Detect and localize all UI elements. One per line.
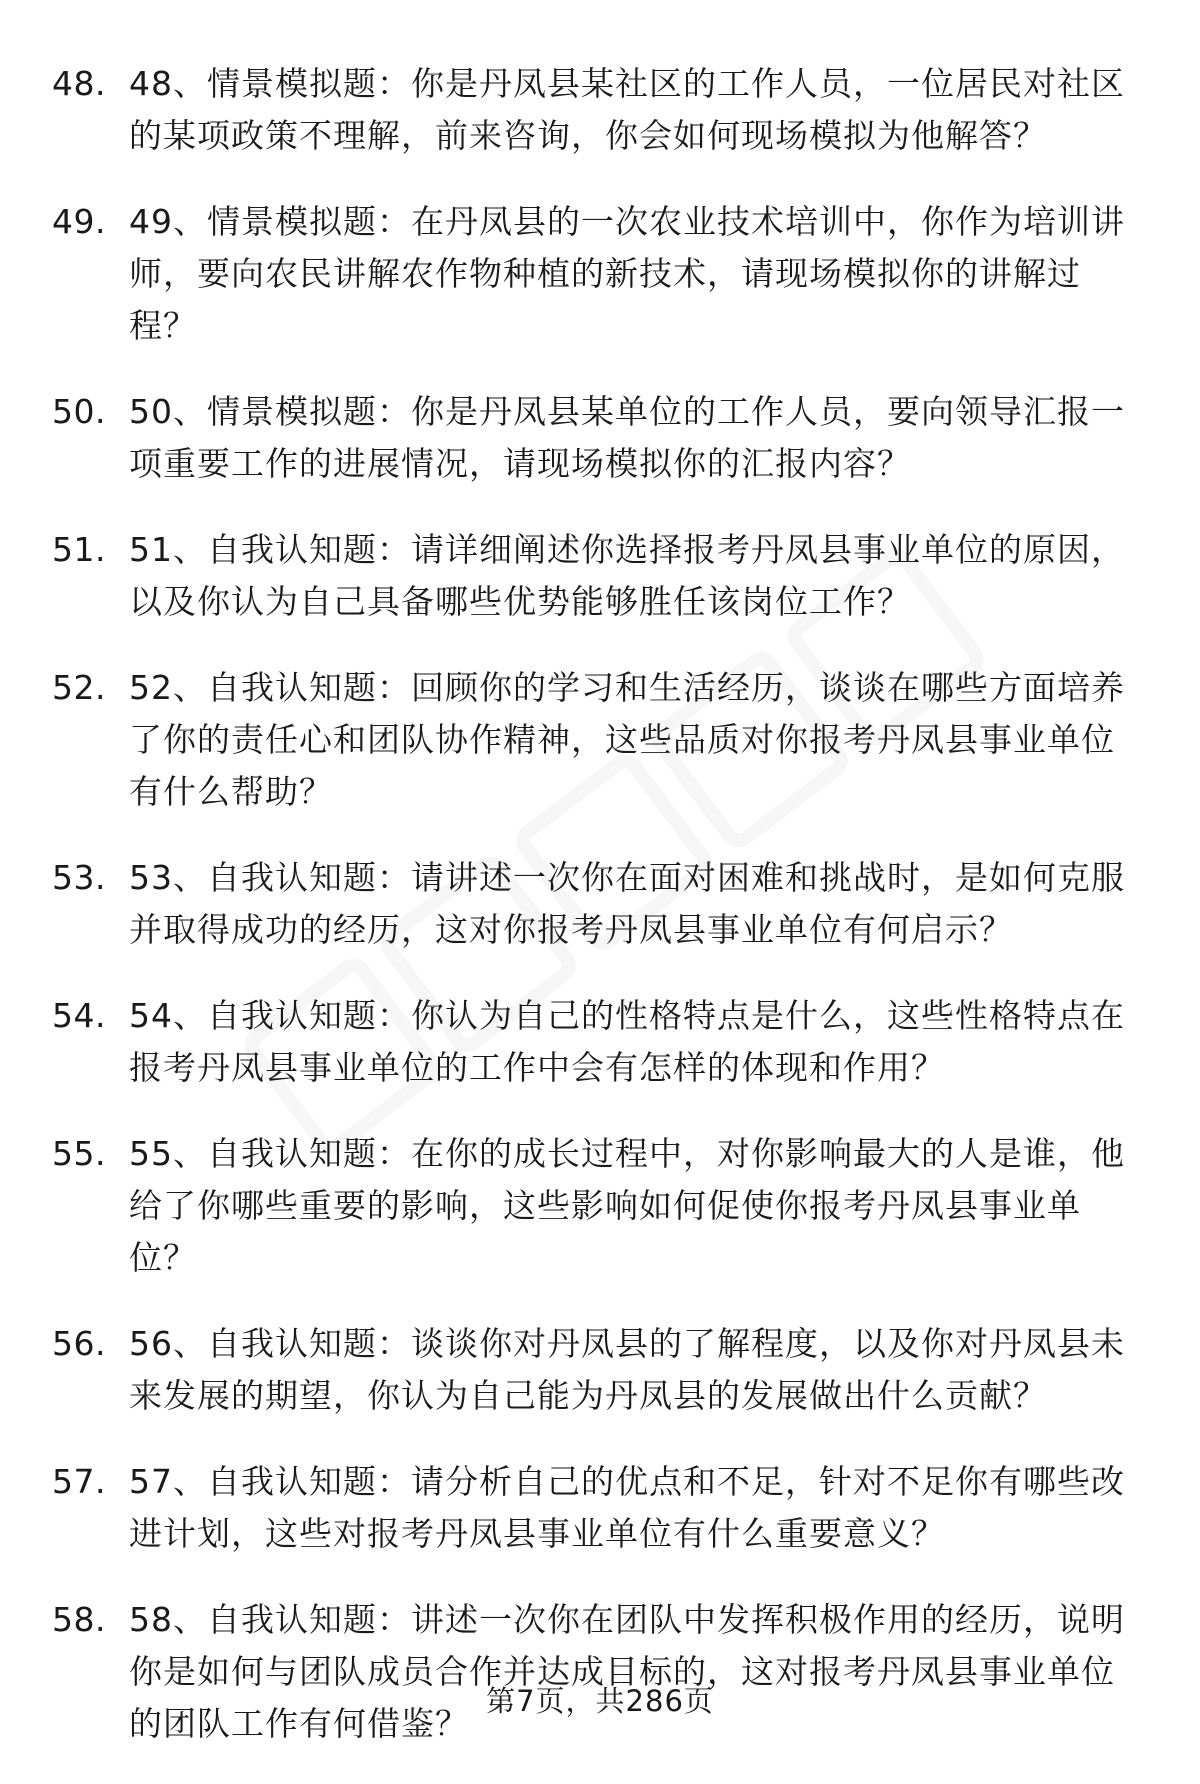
question-item (52, 852, 1147, 956)
question-item (52, 58, 1147, 162)
question-text: 54、自我认知题：你认为自己的性格特点是什么，这些性格特点在报考丹凤县事业单位的工作中会有怎样的体现和作用？ (129, 996, 1125, 1087)
question-text: 57、自我认知题：请分析自己的优点和不足，针对不足你有哪些改进计划，这些对报考丹凤县事业单位有什么重要意义？ (129, 1462, 1125, 1553)
question-number: 53. (52, 858, 106, 897)
question-item (52, 1318, 1147, 1422)
question-item (52, 1594, 1147, 1750)
question-number: 52. (52, 668, 106, 707)
question-text: 53、自我认知题：请讲述一次你在面对困难和挑战时，是如何克服并取得成功的经历，这对你报考丹凤县事业单位有何启示？ (129, 858, 1125, 949)
question-item (52, 1128, 1147, 1284)
question-list (52, 58, 1147, 1784)
question-text: 51、自我认知题：请详细阐述你选择报考丹凤县事业单位的原因，以及你认为自己具备哪些优势能够胜任该岗位工作？ (129, 530, 1125, 621)
question-item (52, 1456, 1147, 1560)
question-item (52, 990, 1147, 1094)
question-text: 50、情景模拟题：你是丹凤县某单位的工作人员，要向领导汇报一项重要工作的进展情况，请现场模拟你的汇报内容？ (129, 392, 1125, 483)
question-number: 54. (52, 996, 106, 1035)
question-text: 55、自我认知题：在你的成长过程中，对你影响最大的人是谁，他给了你哪些重要的影响，这些影响如何促使你报考丹凤县事业单位？ (129, 1134, 1125, 1277)
question-item (52, 662, 1147, 818)
question-item (52, 196, 1147, 352)
question-text: 58、自我认知题：讲述一次你在团队中发挥积极作用的经历，说明你是如何与团队成员合作并达成目标的，这对报考丹凤县事业单位的团队工作有何借鉴？ (129, 1600, 1125, 1743)
page-footer: 第7页，共286页 (486, 1684, 714, 1718)
question-item (52, 386, 1147, 490)
question-number: 56. (52, 1324, 106, 1363)
question-number: 48. (52, 64, 106, 103)
question-item (52, 524, 1147, 628)
question-text: 56、自我认知题：谈谈你对丹凤县的了解程度，以及你对丹凤县未来发展的期望，你认为自己能为丹凤县的发展做出什么贡献？ (129, 1324, 1125, 1415)
question-number: 50. (52, 392, 106, 431)
question-number: 58. (52, 1600, 106, 1639)
question-text: 48、情景模拟题：你是丹凤县某社区的工作人员，一位居民对社区的某项政策不理解，前来咨询，你会如何现场模拟为他解答？ (129, 64, 1125, 155)
question-number: 57. (52, 1462, 106, 1501)
question-number: 49. (52, 202, 106, 241)
question-text: 49、情景模拟题：在丹凤县的一次农业技术培训中，你作为培训讲师，要向农民讲解农作物种植的新技术，请现场模拟你的讲解过程？ (129, 202, 1125, 345)
question-number: 51. (52, 530, 106, 569)
question-number: 55. (52, 1134, 106, 1173)
question-text: 52、自我认知题：回顾你的学习和生活经历，谈谈在哪些方面培养了你的责任心和团队协作精神，这些品质对你报考丹凤县事业单位有什么帮助？ (129, 668, 1125, 811)
